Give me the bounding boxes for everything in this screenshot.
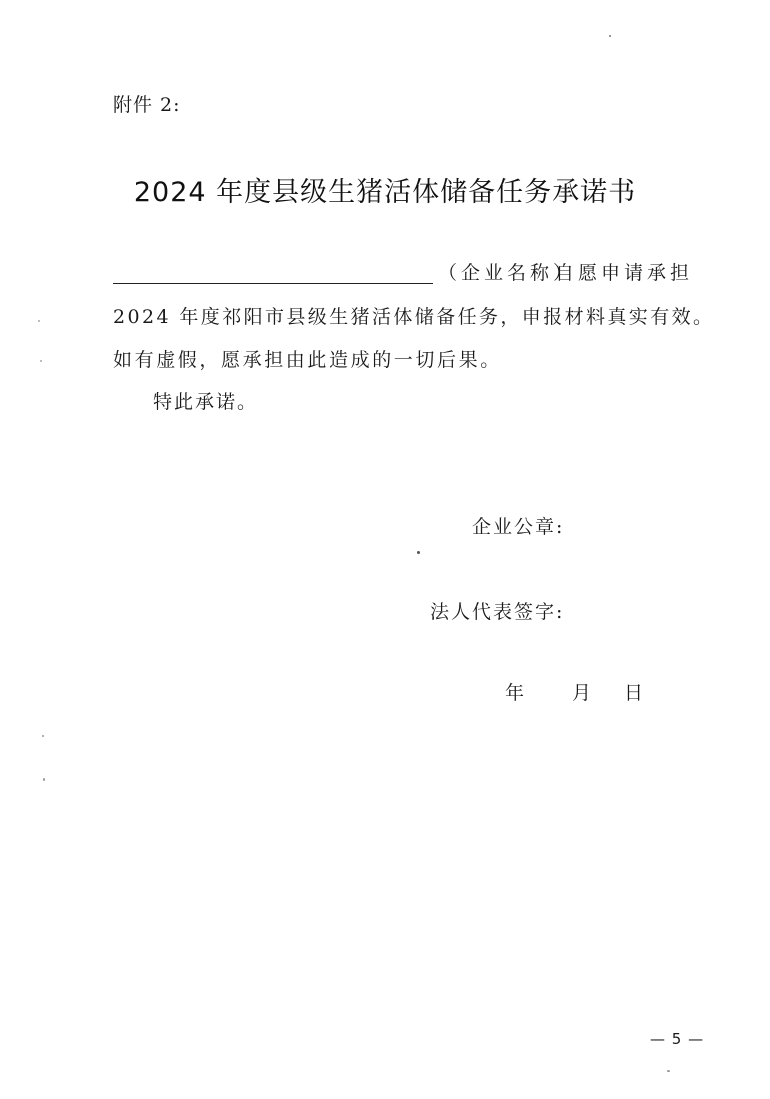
scan-speck (609, 35, 611, 37)
scan-speck (43, 778, 45, 781)
scan-speck (667, 1070, 670, 1072)
date-month-label: 月 (572, 682, 592, 704)
apply-text: 自愿申请承担 (554, 262, 693, 284)
attachment-label: 附件 2: (113, 94, 181, 116)
company-name-placeholder: （企业名称） (438, 262, 577, 284)
scan-speck (417, 551, 420, 554)
legal-representative-signature-label: 法人代表签字: (430, 601, 565, 623)
paragraph-line-3: 如有虚假，愿承担由此造成的一切后果。 (113, 349, 502, 371)
date-day-label: 日 (624, 682, 644, 704)
page-number: — 5 — (650, 1030, 705, 1048)
pledge-closing: 特此承诺。 (153, 391, 259, 413)
company-seal-label: 企业公章: (472, 516, 565, 538)
paragraph-line-1 (113, 256, 693, 288)
scan-speck (40, 360, 42, 362)
document-title: 2024 年度县级生猪活体储备任务承诺书 (133, 177, 637, 208)
date-year-label: 年 (505, 682, 525, 704)
scan-speck (42, 735, 44, 737)
paragraph-line-2: 2024 年度祁阳市县级生猪活体储备任务，申报材料真实有效。 (113, 306, 715, 328)
scan-speck (38, 320, 40, 322)
company-name-blank (113, 283, 433, 284)
